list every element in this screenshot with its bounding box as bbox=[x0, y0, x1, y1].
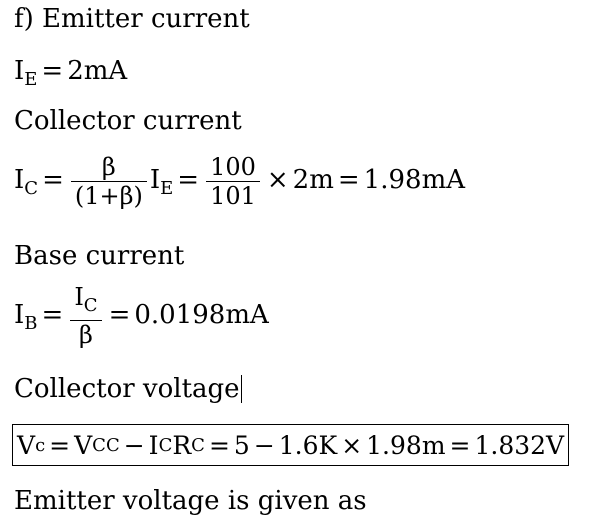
rc-value: 1.6K bbox=[278, 430, 338, 460]
ib-symbol: I bbox=[14, 300, 25, 330]
ie-subscript: E bbox=[160, 178, 174, 199]
ic-result: 1.98mA bbox=[363, 165, 465, 195]
ratio-fraction bbox=[206, 153, 260, 210]
vcc-symbol: V bbox=[74, 430, 93, 460]
beta-fraction-numerator: β bbox=[71, 153, 147, 182]
vc-symbol: V bbox=[17, 430, 36, 460]
ic-over-beta-denominator: β bbox=[79, 321, 93, 349]
ie-value: 2mA bbox=[67, 56, 128, 86]
collector-current-label: Collector current bbox=[14, 106, 242, 136]
base-current-label: Base current bbox=[14, 241, 185, 271]
ie-subscript: E bbox=[24, 69, 38, 90]
equals-sign: = bbox=[49, 430, 71, 460]
supply-value: 5 bbox=[233, 430, 250, 460]
beta-fraction-denominator: (1+β) bbox=[74, 181, 143, 210]
collector-voltage-boxed-equation bbox=[12, 424, 569, 466]
text-cursor bbox=[241, 375, 242, 403]
collector-voltage-label-line bbox=[14, 374, 242, 404]
ie-symbol: I bbox=[149, 165, 161, 195]
vcc-subscript: CC bbox=[92, 434, 120, 456]
equals-sign: = bbox=[41, 300, 64, 330]
equals-sign: = bbox=[108, 300, 131, 330]
ib-result: 0.0198mA bbox=[134, 300, 269, 330]
ib-subscript: B bbox=[24, 313, 38, 334]
base-current-equation bbox=[14, 283, 269, 353]
ie-symbol: I bbox=[14, 56, 25, 86]
ic-value: 1.98m bbox=[366, 430, 446, 460]
ic-subscript: C bbox=[24, 178, 39, 199]
emitter-voltage-label: Emitter voltage is given as bbox=[14, 486, 367, 516]
times-sign: × bbox=[266, 165, 289, 195]
equals-sign: = bbox=[42, 165, 64, 195]
ratio-fraction-numerator: 100 bbox=[206, 153, 260, 182]
factor-value: 2m bbox=[292, 165, 334, 195]
emitter-current-equation bbox=[14, 56, 127, 95]
equals-sign: = bbox=[337, 165, 360, 195]
equals-sign: = bbox=[449, 430, 471, 460]
minus-sign: − bbox=[253, 430, 275, 460]
equals-sign: = bbox=[41, 56, 64, 86]
minus-sign: − bbox=[123, 430, 145, 460]
ic-symbol: I bbox=[14, 165, 25, 195]
beta-fraction bbox=[71, 153, 147, 210]
ic-over-beta-fraction bbox=[70, 283, 101, 349]
rc-subscript: C bbox=[191, 434, 205, 456]
equals-sign: = bbox=[177, 165, 200, 195]
vc-subscript: c bbox=[35, 434, 46, 456]
collector-current-equation bbox=[14, 148, 465, 218]
times-sign: × bbox=[341, 430, 363, 460]
ratio-fraction-denominator: 101 bbox=[210, 181, 256, 210]
vc-result: 1.832V bbox=[474, 430, 565, 460]
ic-subscript: C bbox=[83, 295, 98, 316]
ic-subscript: C bbox=[158, 434, 173, 456]
ic-symbol: I bbox=[74, 283, 84, 311]
section-heading: f) Emitter current bbox=[14, 4, 250, 34]
equals-sign: = bbox=[208, 430, 230, 460]
rc-symbol: R bbox=[172, 430, 192, 460]
ic-over-beta-numerator bbox=[70, 283, 101, 321]
collector-voltage-label: Collector voltage bbox=[14, 374, 240, 404]
ic-symbol: I bbox=[148, 430, 159, 460]
